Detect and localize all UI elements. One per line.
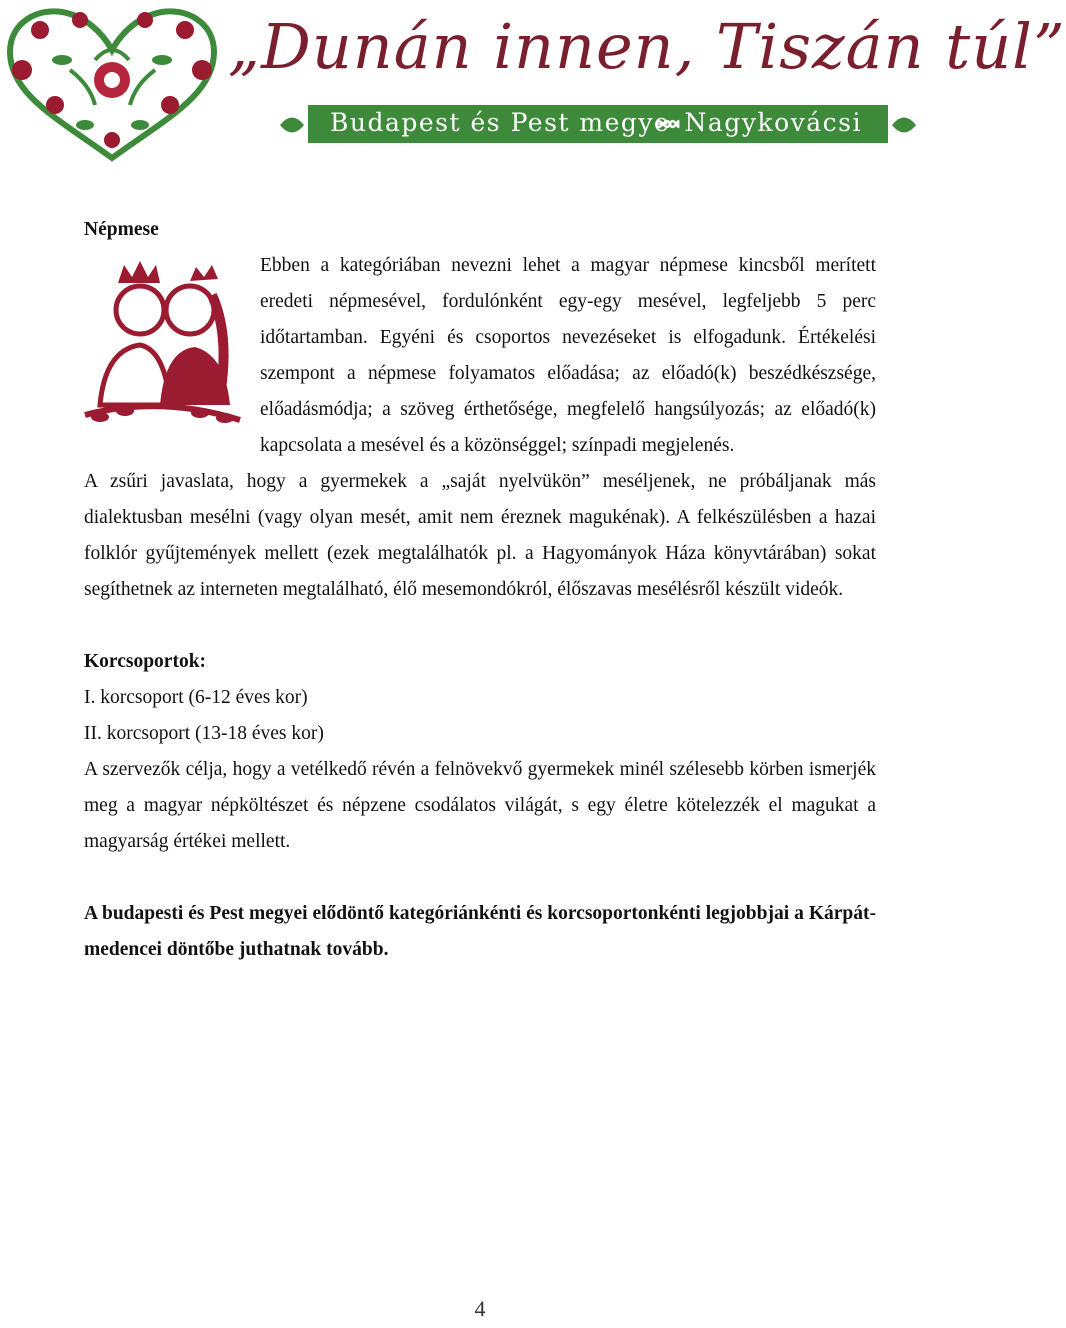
leaf-ornament-icon xyxy=(278,108,306,142)
section-paragraph-1: Ebben a kategóriában nevezni lehet a magyar népmese kincsből merített eredeti népmesével, fordulónként egy-egy mesével, legfeljebb 5 perc időtartamban. Egyéni és csoportos nevezéseket is elfogadunk. Értékelési szempont a népmese folyamatos előadása; az előadó(k) beszédkészsége, előadásmódja; a szöveg érthetősége, megfelelő hangsúlyozás; az előadó(k) kapcsolata a mesével és a közönséggel; színpadi megjelenés. xyxy=(260,255,876,456)
section-paragraph-2: A zsűri javaslata, hogy a gyermekek a „saját nyelvükön” meséljenek, ne próbáljanak más dialektusban mesélni (vagy olyan mesét, amit nem éreznek magukénak). A felkészülésben a hazai folklór gyűjtemények mellett (ezek megtalálhatók pl. a Hagyományok Háza könyvtárában) sokat segíthetnek az interneten megtalálható, élő mesemondókról, élőszavas mesélésről készült videók. xyxy=(84,471,876,600)
page-content xyxy=(84,212,876,968)
banner-left-text: Budapest és Pest megye xyxy=(330,108,671,137)
age-group-1: I. korcsoport (6-12 éves kor) xyxy=(84,687,308,708)
header-banner xyxy=(308,105,888,143)
folk-heart-icon xyxy=(0,0,225,170)
age-groups-paragraph: A szervezők célja, hogy a vetélkedő révén a felnövekvő gyermekek minél szélesebb körben ismerjék meg a magyar népköltészet és népzene csodálatos világát, s egy életre kötelezzék el magukat a magyarság értékei mellett. xyxy=(84,759,876,852)
header-title: „Dunán innen, Tiszán túl” xyxy=(228,10,1066,83)
leaf-ornament-icon xyxy=(890,108,918,142)
section-heading: Népmese xyxy=(84,219,159,240)
page-header xyxy=(0,0,1066,175)
age-group-2: II. korcsoport (13-18 éves kor) xyxy=(84,723,324,744)
age-groups-heading: Korcsoportok: xyxy=(84,651,207,672)
page-number: 4 xyxy=(474,1296,486,1321)
banner-right-text: Nagykovácsi xyxy=(684,108,862,137)
knot-ornament-icon xyxy=(652,114,682,134)
final-note: A budapesti és Pest megyei elődöntő kategóriánkénti és korcsoportonkénti legjobbjai a Kárpát-medencei döntőbe juthatnak tovább. xyxy=(84,903,876,960)
